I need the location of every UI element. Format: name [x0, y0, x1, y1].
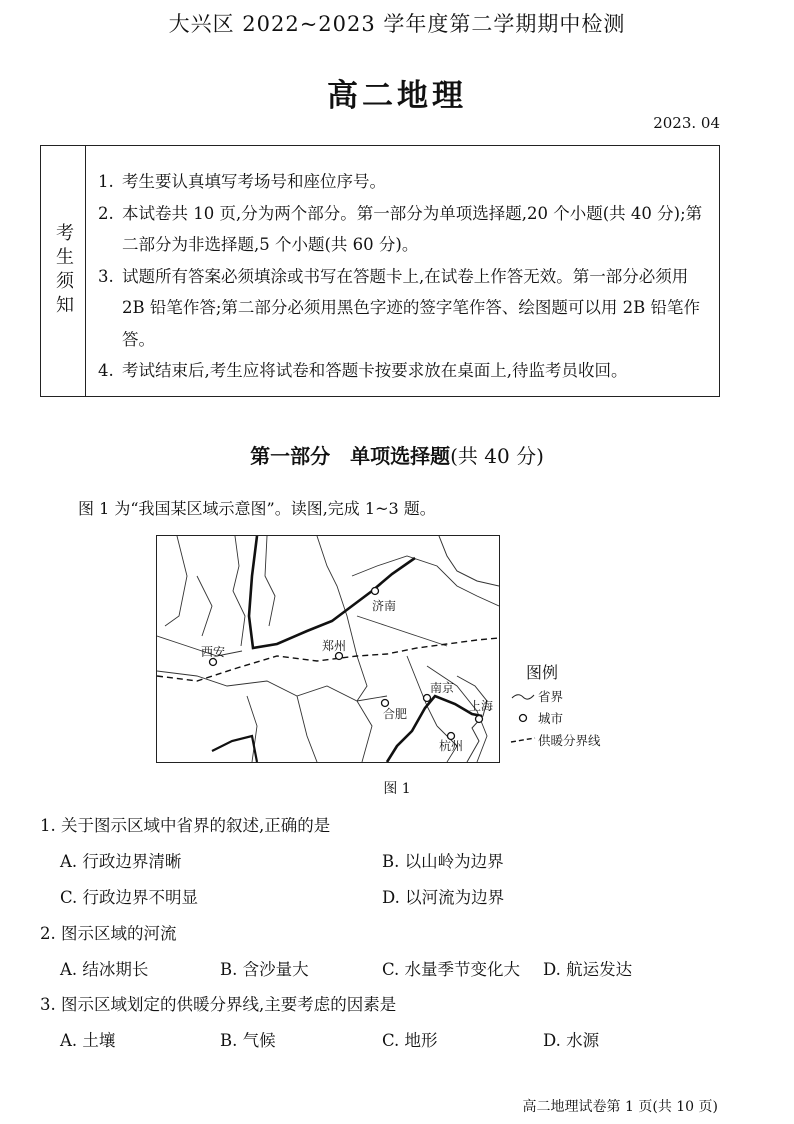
notice-item-number: 1.: [98, 172, 114, 191]
city-label-jinan: 济南: [372, 599, 397, 613]
region-map-svg: [157, 536, 499, 762]
province-border: [157, 636, 242, 656]
province-border: [197, 576, 212, 636]
city-marker-xian: [210, 659, 217, 666]
answer-option: C. 行政边界不明显: [60, 888, 199, 907]
city-label-xian: 西安: [201, 645, 226, 659]
province-border: [165, 536, 187, 626]
city-label-zhengzhou: 郑州: [322, 639, 347, 653]
legend-item: [508, 707, 628, 729]
province-border: [265, 536, 275, 626]
city-marker-nanjing: [424, 695, 431, 702]
page-footer: 高二地理试卷第 1 页(共 10 页): [522, 1099, 718, 1115]
section-points: (共 40 分): [450, 444, 544, 468]
question-stem: 3. 图示区域划定的供暖分界线,主要考虑的因素是: [40, 995, 397, 1014]
province-border: [317, 536, 357, 656]
notice-item-text: 试题所有答案必须填涂或书写在答题卡上,在试卷上作答无效。第一部分必须用 2B 铅笔作答;第二部分必须用黑色字迹的签字笔作答、绘图题可以用 2B 铅笔作答。: [122, 266, 701, 349]
answer-option: C. 地形: [382, 1031, 438, 1050]
answer-option: A. 结冰期长: [60, 960, 149, 979]
legend-label: 供暖分界线: [538, 733, 601, 748]
section-title-text: 第一部分 单项选择题: [250, 444, 451, 468]
question-stem: 1. 关于图示区域中省界的叙述,正确的是: [40, 816, 331, 835]
yangtze-river: [387, 696, 482, 762]
city-marker-zhengzhou: [336, 653, 343, 660]
city-marker-shanghai: [476, 716, 483, 723]
answer-option: D. 以河流为边界: [382, 888, 505, 907]
answer-option: B. 以山岭为边界: [382, 852, 504, 871]
answer-option: D. 水源: [543, 1031, 600, 1050]
figure-caption: 图 1: [383, 781, 411, 797]
notice-label-column: [41, 146, 86, 396]
city-marker-hefei: [382, 700, 389, 707]
legend-title: 图例: [526, 663, 559, 682]
heating-line-icon: [508, 734, 538, 746]
answer-option: D. 航运发达: [543, 960, 633, 979]
answer-option: A. 行政边界清晰: [60, 852, 182, 871]
exam-date: 2023. 04: [653, 114, 720, 132]
city-label-nanjing: 南京: [430, 681, 455, 695]
province-border: [357, 656, 372, 762]
notice-item-number: 3.: [98, 266, 114, 286]
notice-item: [98, 355, 711, 387]
province-border: [233, 536, 245, 646]
map-legend: [508, 660, 628, 751]
notice-item-number: 2.: [98, 203, 114, 223]
coastline: [439, 536, 499, 586]
answer-option: B. 气候: [220, 1031, 276, 1050]
notice-item-number: 4.: [98, 361, 114, 380]
legend-item: [508, 729, 628, 751]
notice-item: [98, 261, 711, 356]
city-marker-icon: [508, 712, 538, 724]
section-title: [0, 440, 794, 469]
city-label-hangzhou: 杭州: [439, 739, 464, 753]
question-stem: 2. 图示区域的河流: [40, 924, 177, 943]
yellow-river: [249, 536, 415, 648]
exam-title: 大兴区 2022~2023 学年度第二学期期中检测: [168, 12, 626, 36]
answer-option: A. 土壤: [60, 1031, 116, 1050]
notice-item-text: 考生要认真填写考场号和座位序号。: [122, 172, 386, 191]
answer-option: B. 含沙量大: [220, 960, 309, 979]
river: [212, 736, 257, 762]
notice-label: 考生须知: [53, 223, 74, 319]
notice-item-text: 考试结束后,考生应将试卷和答题卡按要求放在桌面上,待监考员收回。: [122, 361, 628, 380]
notice-list: [86, 146, 719, 396]
region-map: [156, 535, 500, 763]
legend-label: 省界: [538, 689, 564, 704]
notice-item: [98, 198, 711, 261]
province-border-icon: [508, 690, 538, 702]
candidate-notice-box: [40, 145, 720, 397]
notice-item: [98, 166, 711, 198]
province-border: [297, 696, 317, 762]
city-label-hefei: 合肥: [383, 707, 408, 721]
city-label-shanghai: 上海: [469, 699, 494, 713]
legend-item: [508, 685, 628, 707]
province-border: [357, 616, 447, 646]
answer-option: C. 水量季节变化大: [382, 960, 521, 979]
province-border: [157, 671, 387, 701]
notice-item-text: 本试卷共 10 页,分为两个部分。第一部分为单项选择题,20 个小题(共 40 分);第二部分为非选择题,5 个小题(共 60 分)。: [122, 203, 703, 254]
city-marker-jinan: [372, 588, 379, 595]
question-intro: 图 1 为“我国某区域示意图”。读图,完成 1~3 题。: [78, 499, 436, 518]
subject-title: 高二地理: [327, 78, 467, 114]
legend-label: 城市: [538, 711, 564, 726]
